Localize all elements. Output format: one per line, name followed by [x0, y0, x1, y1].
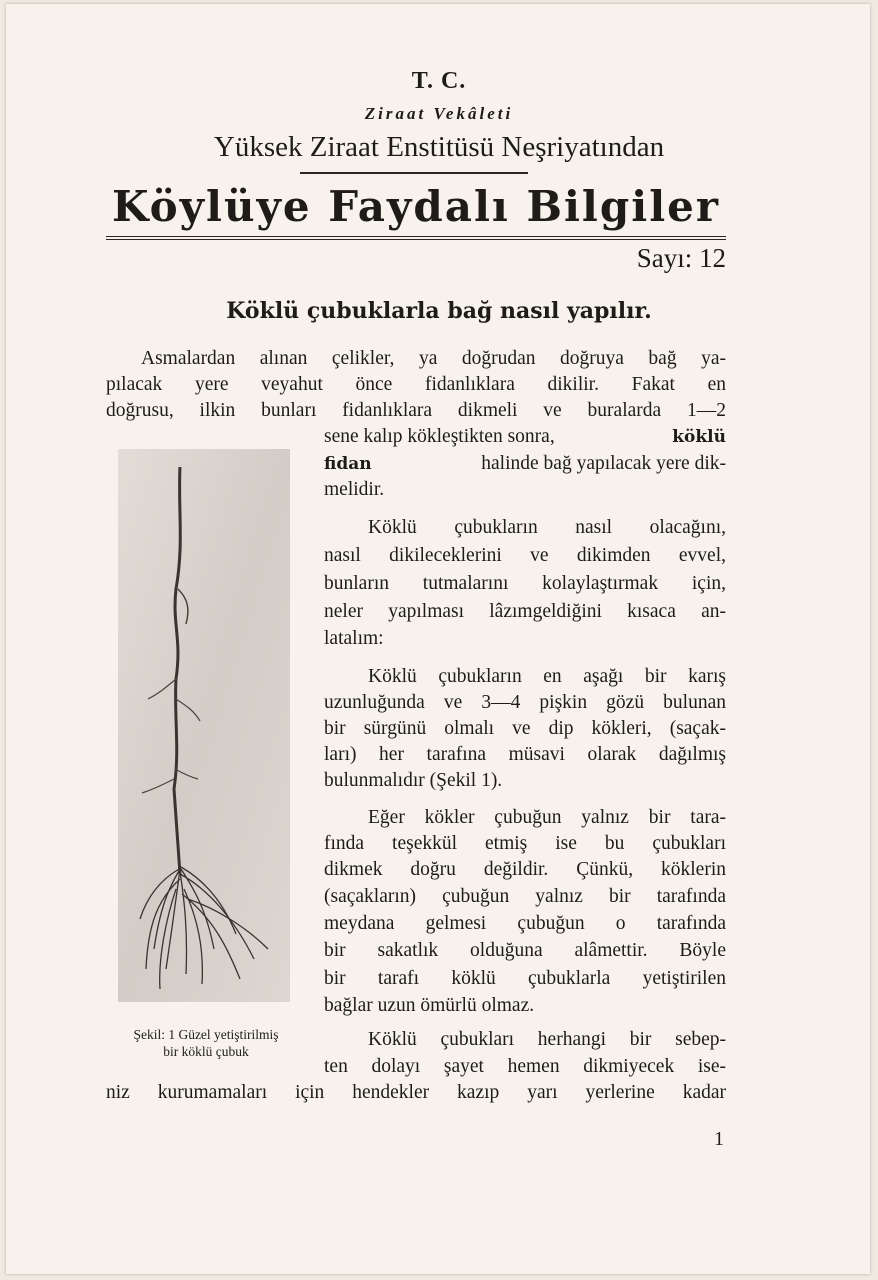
text-line: Köklü çubukların en aşağı bir karış	[368, 666, 726, 687]
text-line: doğrusu, ilkin bunları fidanlıklara dikmeli ve buralarda 1—2	[106, 400, 726, 421]
header-ministry: Ziraat Vekâleti	[364, 104, 514, 123]
text-line: bunların tutmalarını kolaylaştırmak için,	[324, 573, 726, 594]
header-institute: Yüksek Ziraat Enstitüsü Neşriyatından	[213, 131, 665, 163]
article-heading: Köklü çubuklarla bağ nasıl yapılır.	[226, 298, 652, 324]
short-rule	[300, 172, 528, 174]
text-line: niz kurumamaları için hendekler kazıp yarı yerlerine kadar	[106, 1082, 726, 1103]
text-line: Eğer kökler çubuğun yalnız bir tara-	[368, 807, 726, 828]
text-line: latalım:	[324, 628, 384, 649]
caption-line: Şekil: 1 Güzel yetiştirilmiş	[133, 1027, 279, 1042]
text-line: dikmek doğru değildir. Çünkü, köklerin	[324, 859, 726, 880]
text-line: Asmalardan alınan çelikler, ya doğrudan doğruya bağ ya-	[141, 348, 726, 369]
title-rule-top	[106, 236, 726, 237]
vine-cutting-illustration	[118, 449, 290, 1002]
text-line: meydana gelmesi çubuğun o tarafında	[324, 913, 726, 934]
text-line: bağlar uzun ömürlü olmaz.	[324, 995, 535, 1016]
text-line: ları) her tarafına müsavi olarak dağılmış	[324, 744, 726, 765]
text-line: Köklü çubukları herhangi bir sebep-	[368, 1029, 726, 1050]
figure-caption	[96, 1026, 316, 1060]
text-line: bir tarafı köklü çubuklarla yetiştirilen	[324, 968, 726, 989]
text-line: uzunluğunda ve 3—4 pişkin gözü bulunan	[324, 692, 726, 713]
header-tc: T. C.	[411, 68, 467, 94]
page-number: 1	[714, 1128, 724, 1150]
text-line: pılacak yere veyahut önce fidanlıklara dikilir. Fakat en	[106, 374, 726, 395]
text-line: bulunmalıdır (Şekil 1).	[324, 770, 503, 791]
text-line: Köklü çubukların nasıl olacağını,	[368, 517, 726, 538]
text-line	[324, 424, 726, 450]
caption-line: bir köklü çubuk	[163, 1044, 249, 1059]
text-line: fında teşekkül etmiş ise bu çubukları	[324, 833, 726, 854]
issue-number: Sayı: 12	[636, 243, 726, 273]
text-line: (saçakların) çubuğun yalnız bir tarafında	[324, 886, 726, 907]
vine-cutting-photo	[118, 449, 290, 1002]
text-line: neler yapılması lâzımgeldiğini kısaca an-	[324, 601, 726, 622]
title-rule-bottom	[106, 239, 726, 240]
text-line: ten dolayı şayet hemen dikmiyecek ise-	[324, 1056, 726, 1077]
publication-title: Köylüye Faydalı Bilgiler	[111, 182, 721, 231]
emphasis-text: köklü	[672, 427, 726, 447]
text-segment: sene kalıp kökleştikten sonra,	[324, 426, 555, 447]
text-segment: halinde bağ yapılacak yere dik-	[481, 453, 726, 474]
text-line	[324, 451, 726, 477]
text-line: nasıl dikileceklerini ve dikimden evvel,	[324, 545, 726, 566]
text-line: bir sakatlık olduğuna alâmettir. Böyle	[324, 940, 726, 961]
text-line: bir sürgünü olmalı ve dip kökleri, (saçak-	[324, 718, 726, 739]
text-line: melidir.	[324, 479, 385, 500]
emphasis-text: fidan	[324, 454, 372, 474]
